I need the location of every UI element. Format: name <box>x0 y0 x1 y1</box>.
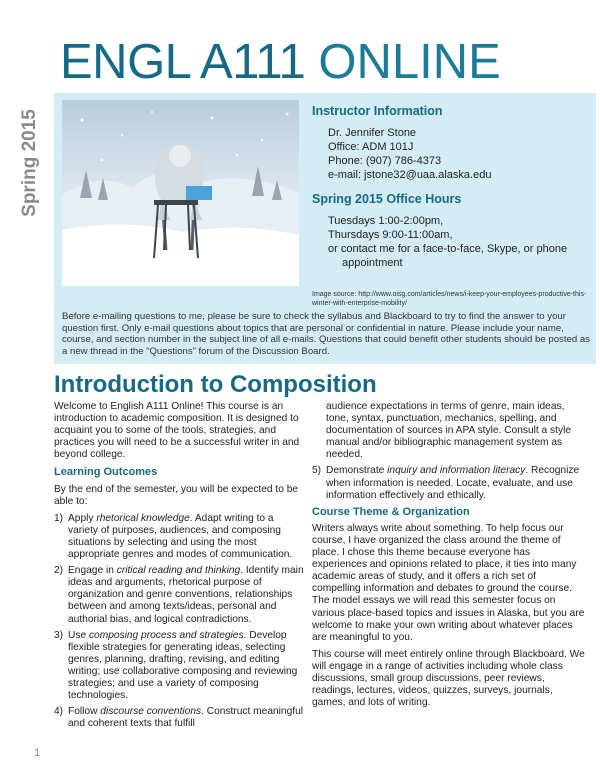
outcome-number: 5) <box>312 465 322 477</box>
person-in-snow-illustration <box>62 100 299 286</box>
outcome-number: 2) <box>54 565 64 577</box>
outcome-text: Follow <box>68 706 101 718</box>
outcome-emphasis: discourse conventions <box>100 706 202 718</box>
outcome-item-continued <box>312 401 587 461</box>
outcome-item <box>54 513 304 561</box>
outcome-item <box>54 630 304 703</box>
outcome-text: . Construct meaningful and coherent texts that fulfill <box>68 706 304 730</box>
outcome-item <box>54 706 304 730</box>
instructor-office: Office: ADM 101J <box>328 141 414 153</box>
email-notice: Before e-mailing questions to me, please be sure to check the syllabus and Blackboard to try to find the answer to your question first. Only e-mail questions about topics that are personal or confidential in nature. Please include your name, course, and section number in the subject line of all e-mails. Questions that could benefit other students should be posted as a new thread in the “Questions” forum of the Discussion Board. <box>62 311 590 358</box>
outcome-number: 4) <box>54 706 64 718</box>
outcome-number: 1) <box>54 512 64 524</box>
semester-text: Spring 2015 <box>19 109 40 217</box>
outcome-text: . Recognize when information is needed. Locate, evaluate, and use information effectively and ethically. <box>326 465 580 501</box>
theme-paragraph-1: Writers always write about something. To help focus our course, I have organized the class around the theme of place. I chose this theme because everyone has experiences and opinions related to place, it ties into many academic areas of study, and it offers a rich set of compelling information and debates to ground the course. The model essays we will read this semester focus on various place-based topics and issues in Alaska, but you are welcome to make your own writing about whatever places are meaningful to you. <box>312 522 585 643</box>
outcome-text: Engage in <box>68 565 117 577</box>
outcomes-lead: By the end of the semester, you will be expected to be able to: <box>54 483 299 507</box>
instructor-heading: Instructor Information <box>312 104 443 118</box>
outcome-text: Apply <box>68 512 97 524</box>
instructor-email: e-mail: jstone32@uaa.alaska.edu <box>328 169 492 181</box>
office-hours-line-2: Thursdays 9:00-11:00am, <box>328 229 453 241</box>
outcome-text: . Develop flexible strategies for generating ideas, selecting genres, planning, drafting, revising, and editing writing; use collaborative composing and reviewing strategies; and use a variety of composing technologies. <box>68 629 298 702</box>
welcome-paragraph: Welcome to English A111 Online! This course is an introduction to academic composition. It is designed to acquaint you to some of the tools, strategies, and practices you will need to be a successful writer in and beyond college. <box>54 401 300 461</box>
image-source-credit: Image source: http://www.oisg.com/articles/news/i-keep-your-employees-productive-this-winter-with-enterprise-mobility/ <box>312 291 587 307</box>
theme-heading: Course Theme & Organization <box>312 505 470 518</box>
course-title <box>60 36 501 88</box>
outcome-item <box>312 465 587 501</box>
outcome-emphasis: rhetorical knowledge <box>96 512 190 524</box>
outcome-text: Use <box>68 629 89 641</box>
semester-label <box>10 88 50 238</box>
contact-panel <box>312 104 582 270</box>
header-photo <box>62 100 299 286</box>
outcome-text: Demonstrate <box>326 465 388 477</box>
office-hours-line-1: Tuesdays 1:00-2:00pm, <box>328 215 444 227</box>
right-column <box>312 401 587 714</box>
outcome-item <box>54 565 304 625</box>
outcome-emphasis: inquiry and information literacy <box>387 465 526 477</box>
left-column <box>54 401 304 734</box>
instructor-name: Dr. Jennifer Stone <box>328 127 417 139</box>
outcome-continued-text: audience expectations in terms of genre, main ideas, tone, syntax, punctuation, mechanics, spelling, and documentation of sources in APA style. Consult a style manual and/or bibliographic management system as needed. <box>326 401 572 461</box>
course-code: ENGL A111 <box>60 35 306 89</box>
outcome-emphasis: critical reading and thinking <box>116 565 241 577</box>
outcome-emphasis: composing process and strategies <box>88 629 244 641</box>
office-hours-heading: Spring 2015 Office Hours <box>312 192 462 206</box>
page-number: 1 <box>34 747 41 759</box>
course-mode: ONLINE <box>318 35 501 89</box>
office-hours-line-3: or contact me for a face-to-face, Skype, or phone appointment <box>328 243 568 269</box>
theme-paragraph-2: This course will meet entirely online through Blackboard. We will engage in a range of activities including whole class discussions, small group discussions, peer reviews, readings, lectures, videos, quizzes, surveys, journals, games, and lots of writing. <box>312 648 585 709</box>
outcome-number: 3) <box>54 629 64 641</box>
section-heading: Introduction to Composition <box>54 371 377 398</box>
instructor-phone: Phone: (907) 786-4373 <box>328 155 442 167</box>
outcome-text: . Adapt writing to a variety of purposes, audiences, and composing situations by selecting and using the most appropriate genres and modes of communication. <box>68 512 293 561</box>
outcome-text: . Identify main ideas and arguments, rhetorical purpose of organization and genre conventions, relationships between and among texts/ideas, personal and authorial bias, and logical contradictions. <box>68 565 304 625</box>
outcomes-heading: Learning Outcomes <box>54 466 158 479</box>
